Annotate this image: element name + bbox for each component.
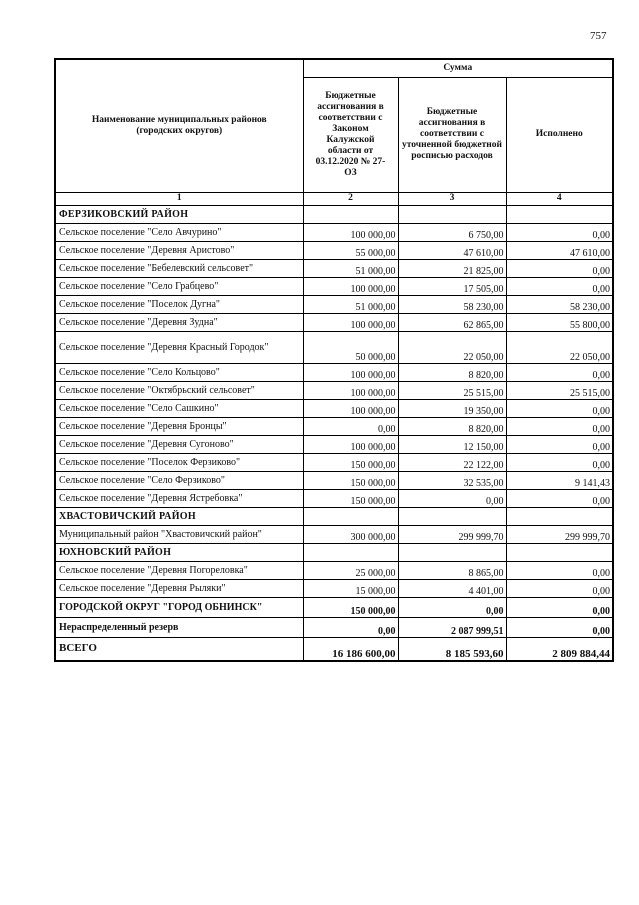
table-row [55,399,613,417]
table-row [55,561,613,579]
row-revised-amount: 8 185 593,60 [398,637,506,661]
table-row [55,259,613,277]
row-executed-amount: 0,00 [506,417,613,435]
row-name: Сельское поселение "Деревня Аристово" [55,241,303,259]
row-executed-amount: 0,00 [506,223,613,241]
table-row [55,381,613,399]
row-law-amount: 0,00 [303,617,398,637]
row-revised-amount: 58 230,00 [398,295,506,313]
row-executed-amount: 0,00 [506,453,613,471]
row-executed-amount: 25 515,00 [506,381,613,399]
header-col2: Бюджетные ассигнования в соответствии с Законом Калужской области от 03.12.2020 № 27-ОЗ [303,77,398,192]
row-law-amount: 16 186 600,00 [303,637,398,661]
section-title: ХВАСТОВИЧСКИЙ РАЙОН [55,507,303,525]
row-name: Сельское поселение "Село Ферзиково" [55,471,303,489]
empty-cell [398,205,506,223]
row-revised-amount: 21 825,00 [398,259,506,277]
empty-cell [506,205,613,223]
row-executed-amount: 0,00 [506,363,613,381]
row-name: ВСЕГО [55,637,303,661]
table-row [55,313,613,331]
row-executed-amount: 0,00 [506,597,613,617]
row-executed-amount: 0,00 [506,399,613,417]
row-executed-amount: 22 050,00 [506,331,613,363]
table-row [55,579,613,597]
row-revised-amount: 19 350,00 [398,399,506,417]
row-executed-amount: 0,00 [506,259,613,277]
table-row [55,223,613,241]
table-row [55,453,613,471]
row-name: Сельское поселение "Поселок Ферзиково" [55,453,303,471]
row-executed-amount: 58 230,00 [506,295,613,313]
header-col4: Исполнено [506,77,613,192]
table-row [55,241,613,259]
empty-cell [303,205,398,223]
row-name: Сельское поселение "Село Сашкино" [55,399,303,417]
empty-cell [506,543,613,561]
row-executed-amount: 47 610,00 [506,241,613,259]
col-number-3: 3 [398,192,506,205]
row-executed-amount: 0,00 [506,617,613,637]
table-row [55,277,613,295]
row-law-amount: 100 000,00 [303,313,398,331]
row-revised-amount: 12 150,00 [398,435,506,453]
section-header-row [55,507,613,525]
row-revised-amount: 25 515,00 [398,381,506,399]
row-revised-amount: 299 999,70 [398,525,506,543]
section-header-row [55,543,613,561]
row-law-amount: 100 000,00 [303,223,398,241]
row-revised-amount: 17 505,00 [398,277,506,295]
row-name: Сельское поселение "Село Кольцово" [55,363,303,381]
section-title: ФЕРЗИКОВСКИЙ РАЙОН [55,205,303,223]
table-row [55,637,613,661]
col-number-2: 2 [303,192,398,205]
empty-cell [398,543,506,561]
row-law-amount: 51 000,00 [303,259,398,277]
table-row [55,489,613,507]
row-law-amount: 51 000,00 [303,295,398,313]
row-revised-amount: 62 865,00 [398,313,506,331]
row-revised-amount: 0,00 [398,597,506,617]
row-name: Муниципальный район "Хвастовичский район" [55,525,303,543]
row-name: Сельское поселение "Деревня Зудна" [55,313,303,331]
row-revised-amount: 32 535,00 [398,471,506,489]
row-revised-amount: 2 087 999,51 [398,617,506,637]
row-law-amount: 100 000,00 [303,381,398,399]
page-number: 757 [590,30,607,42]
row-law-amount: 25 000,00 [303,561,398,579]
table-row [55,363,613,381]
row-law-amount: 300 000,00 [303,525,398,543]
row-revised-amount: 4 401,00 [398,579,506,597]
empty-cell [303,543,398,561]
row-law-amount: 55 000,00 [303,241,398,259]
table-row [55,597,613,617]
row-revised-amount: 8 865,00 [398,561,506,579]
row-name: Сельское поселение "Деревня Погореловка" [55,561,303,579]
row-law-amount: 150 000,00 [303,453,398,471]
row-law-amount: 0,00 [303,417,398,435]
row-name: Сельское поселение "Село Авчурино" [55,223,303,241]
row-law-amount: 150 000,00 [303,597,398,617]
row-revised-amount: 47 610,00 [398,241,506,259]
row-law-amount: 150 000,00 [303,489,398,507]
row-law-amount: 100 000,00 [303,277,398,295]
row-revised-amount: 8 820,00 [398,363,506,381]
row-executed-amount: 299 999,70 [506,525,613,543]
empty-cell [398,507,506,525]
row-executed-amount: 0,00 [506,435,613,453]
header-col3: Бюджетные ассигнования в соответствии с уточненной бюджетной росписью расходов [398,77,506,192]
table-row [55,525,613,543]
row-name: Сельское поселение "Село Грабцево" [55,277,303,295]
col-number-4: 4 [506,192,613,205]
row-name: Сельское поселение "Поселок Дугна" [55,295,303,313]
row-name: Сельское поселение "Октябрьский сельсовет" [55,381,303,399]
row-executed-amount: 0,00 [506,489,613,507]
row-name: Сельское поселение "Деревня Ястребовка" [55,489,303,507]
table-row [55,471,613,489]
row-law-amount: 150 000,00 [303,471,398,489]
row-revised-amount: 0,00 [398,489,506,507]
row-executed-amount: 55 800,00 [506,313,613,331]
row-law-amount: 100 000,00 [303,399,398,417]
row-executed-amount: 2 809 884,44 [506,637,613,661]
section-header-row [55,205,613,223]
empty-cell [303,507,398,525]
row-executed-amount: 0,00 [506,561,613,579]
row-revised-amount: 22 050,00 [398,331,506,363]
row-name: ГОРОДСКОЙ ОКРУГ "ГОРОД ОБНИНСК" [55,597,303,617]
row-law-amount: 15 000,00 [303,579,398,597]
table-row [55,417,613,435]
budget-table [54,58,614,662]
table-row [55,435,613,453]
row-name: Нераспределенный резерв [55,617,303,637]
header-name-column: Наименование муниципальных районов (городских округов) [55,59,303,192]
row-executed-amount: 0,00 [506,277,613,295]
row-revised-amount: 22 122,00 [398,453,506,471]
table-row [55,295,613,313]
header-sum-group: Сумма [303,59,613,77]
col-number-1: 1 [55,192,303,205]
row-executed-amount: 0,00 [506,579,613,597]
row-executed-amount: 9 141,43 [506,471,613,489]
table-row [55,331,613,363]
table-row [55,617,613,637]
row-name: Сельское поселение "Деревня Бронцы" [55,417,303,435]
row-name: Сельское поселение "Бебелевский сельсовет" [55,259,303,277]
empty-cell [506,507,613,525]
row-law-amount: 100 000,00 [303,363,398,381]
row-revised-amount: 6 750,00 [398,223,506,241]
section-title: ЮХНОВСКИЙ РАЙОН [55,543,303,561]
row-revised-amount: 8 820,00 [398,417,506,435]
row-name: Сельское поселение "Деревня Сугоново" [55,435,303,453]
row-law-amount: 50 000,00 [303,331,398,363]
row-name: Сельское поселение "Деревня Рыляки" [55,579,303,597]
row-name: Сельское поселение "Деревня Красный Городок" [55,331,303,363]
row-law-amount: 100 000,00 [303,435,398,453]
